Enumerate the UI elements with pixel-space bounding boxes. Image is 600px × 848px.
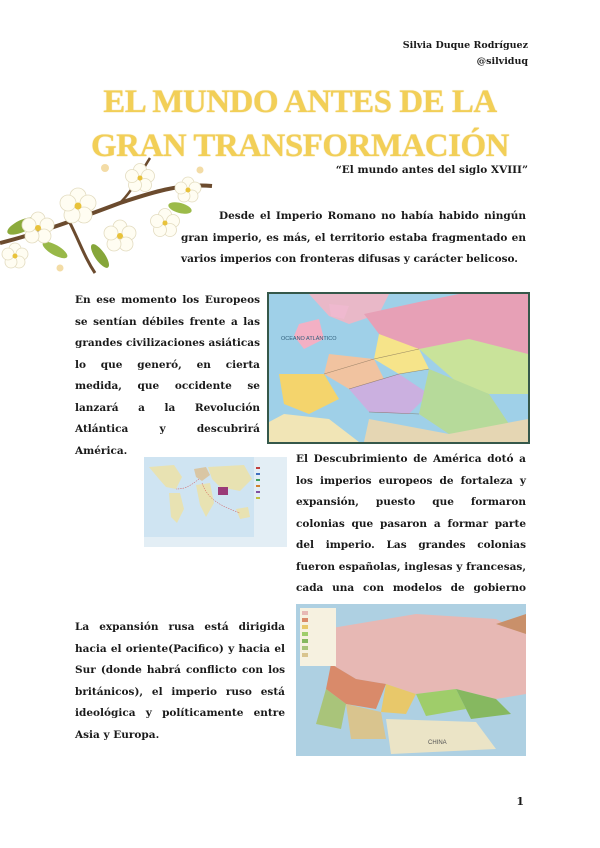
atlantic-label: OCEANO ATLÁNTICO [281,336,337,342]
title-line-2: GRAN TRANSFORMACIÓN [91,128,509,164]
page-number: 1 [516,795,524,808]
world-map [144,457,287,547]
page-subtitle: “El mundo antes del siglo XVIII” [335,164,528,176]
europe-map [267,292,530,444]
author-handle: @silviduq [476,56,528,67]
paragraph-europeans: En ese momento los Europeos se sentían débiles frente a las grandes civilizaciones asiáticas lo que generó, en cierta medida, que occidente se lanzará a la Revolución Atlántica y descubrirá América. [75,294,260,457]
author-block [403,38,528,70]
author-name: Silvia Duque Rodríguez [402,40,528,51]
title-line-1: EL MUNDO ANTES DE LA [103,84,497,120]
china-label: CHINA [428,740,447,746]
paragraph-america: El Descubrimiento de América dotó a los imperios europeos de fortaleza y expansión, puesto que formaron colonias que pasaron a formar parte del imperio. Las grandes colonias fueron españolas, inglesas y francesas, cada una con modelos de gobierno [296,453,526,594]
paragraph-russia: La expansión rusa está dirigida hacia el oriente(Pacifico) y hacia el Sur (donde habrá conflicto con los británicos), el imperio ruso está ideológica y políticamente entre Asia y Europa. [75,621,285,741]
paragraph-intro: Desde el Imperio Romano no había habido ningún gran imperio, es más, el territorio estaba fragmentado en varios imperios con fronteras difusas y carácter belicoso. [181,210,526,265]
russia-expansion-map [296,604,526,756]
